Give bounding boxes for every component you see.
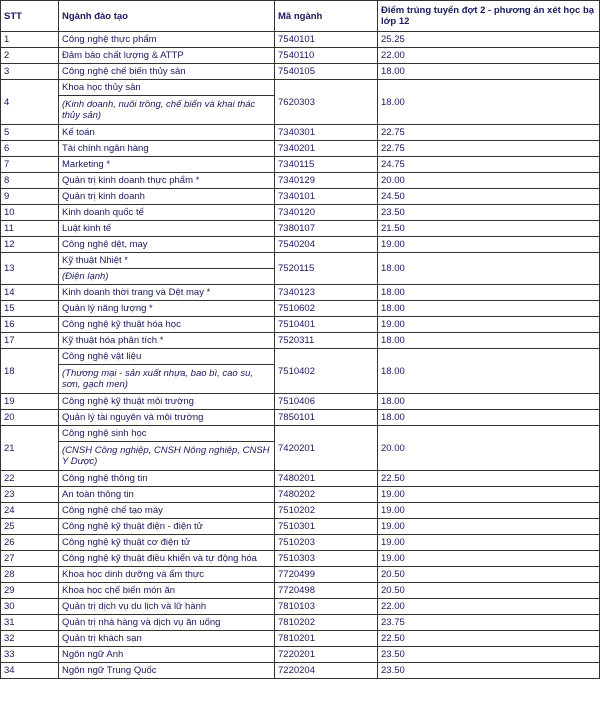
table-header-row bbox=[1, 1, 600, 32]
cell-code: 7340115 bbox=[275, 157, 378, 173]
table-row bbox=[1, 205, 600, 221]
header-major: Ngành đào tạo bbox=[59, 1, 275, 32]
cell-score: 19.00 bbox=[378, 237, 600, 253]
cell-stt: 33 bbox=[1, 647, 59, 663]
cell-code: 7510602 bbox=[275, 301, 378, 317]
cell-major: Quản trị khách sạn bbox=[59, 631, 275, 647]
table-row bbox=[1, 125, 600, 141]
cell-code: 7420201 bbox=[275, 426, 378, 471]
cell-score: 23.50 bbox=[378, 647, 600, 663]
cell-code: 7480202 bbox=[275, 487, 378, 503]
cell-score: 19.00 bbox=[378, 503, 600, 519]
cell-score: 23.75 bbox=[378, 615, 600, 631]
table-row bbox=[1, 189, 600, 205]
cell-code: 7540101 bbox=[275, 32, 378, 48]
cell-stt: 2 bbox=[1, 48, 59, 64]
cell-code: 7720499 bbox=[275, 567, 378, 583]
cell-score: 20.00 bbox=[378, 426, 600, 471]
cell-code: 7510303 bbox=[275, 551, 378, 567]
cell-code: 7810103 bbox=[275, 599, 378, 615]
header-code: Mã ngành bbox=[275, 1, 378, 32]
cell-stt: 14 bbox=[1, 285, 59, 301]
table-row bbox=[1, 487, 600, 503]
cell-code: 7540105 bbox=[275, 64, 378, 80]
cell-stt: 23 bbox=[1, 487, 59, 503]
cell-major: Công nghệ kỹ thuật điều khiển và tự động hóa bbox=[59, 551, 275, 567]
table-row bbox=[1, 615, 600, 631]
cell-code: 7220201 bbox=[275, 647, 378, 663]
cell-score: 18.00 bbox=[378, 64, 600, 80]
cell-major: Kỹ thuật hóa phân tích * bbox=[59, 333, 275, 349]
cell-score: 22.50 bbox=[378, 631, 600, 647]
table-row bbox=[1, 141, 600, 157]
cell-score: 18.00 bbox=[378, 80, 600, 125]
cell-major-detail: (CNSH Công nghiệp, CNSH Nông nghiệp, CNSH Y Dược) bbox=[59, 442, 275, 471]
cell-code: 7810201 bbox=[275, 631, 378, 647]
cell-score: 19.00 bbox=[378, 317, 600, 333]
cell-stt: 13 bbox=[1, 253, 59, 285]
table-row bbox=[1, 285, 600, 301]
table-row bbox=[1, 173, 600, 189]
header-score: Điểm trúng tuyển đợt 2 - phương án xét học bạ lớp 12 bbox=[378, 1, 600, 32]
table-row bbox=[1, 32, 600, 48]
table-row bbox=[1, 631, 600, 647]
cell-score: 18.00 bbox=[378, 349, 600, 394]
cell-stt: 17 bbox=[1, 333, 59, 349]
cell-code: 7340129 bbox=[275, 173, 378, 189]
cell-major: Quản lý năng lượng * bbox=[59, 301, 275, 317]
cell-major: Tài chính ngân hàng bbox=[59, 141, 275, 157]
cell-major: Ngôn ngữ Trung Quốc bbox=[59, 663, 275, 679]
cell-major: Công nghệ dệt, may bbox=[59, 237, 275, 253]
cell-major: Marketing * bbox=[59, 157, 275, 173]
cell-code: 7340301 bbox=[275, 125, 378, 141]
cell-stt: 25 bbox=[1, 519, 59, 535]
cell-score: 22.50 bbox=[378, 471, 600, 487]
cell-score: 25.25 bbox=[378, 32, 600, 48]
cell-score: 21.50 bbox=[378, 221, 600, 237]
table-row bbox=[1, 471, 600, 487]
cell-score: 24.75 bbox=[378, 157, 600, 173]
cell-code: 7340101 bbox=[275, 189, 378, 205]
cell-stt: 30 bbox=[1, 599, 59, 615]
cell-major: Khoa học thủy sản bbox=[59, 80, 275, 96]
cell-score: 22.00 bbox=[378, 48, 600, 64]
cell-major: Công nghệ kỹ thuật hóa học bbox=[59, 317, 275, 333]
cell-major: Quản trị dịch vụ du lịch và lữ hành bbox=[59, 599, 275, 615]
cell-score: 23.50 bbox=[378, 205, 600, 221]
cell-code: 7510401 bbox=[275, 317, 378, 333]
cell-stt: 21 bbox=[1, 426, 59, 471]
cell-code: 7510402 bbox=[275, 349, 378, 394]
table-row bbox=[1, 567, 600, 583]
cell-score: 22.75 bbox=[378, 125, 600, 141]
cell-major: Công nghệ kỹ thuật điện - điện tử bbox=[59, 519, 275, 535]
cell-major: Công nghệ chế tạo máy bbox=[59, 503, 275, 519]
cell-major: Quản trị kinh doanh bbox=[59, 189, 275, 205]
table-row bbox=[1, 426, 600, 442]
cell-major: Công nghệ kỹ thuật môi trường bbox=[59, 394, 275, 410]
cell-code: 7520311 bbox=[275, 333, 378, 349]
cell-code: 7540110 bbox=[275, 48, 378, 64]
table-row bbox=[1, 237, 600, 253]
cell-score: 18.00 bbox=[378, 253, 600, 285]
cell-stt: 7 bbox=[1, 157, 59, 173]
cell-major: Quản trị kinh doanh thực phẩm * bbox=[59, 173, 275, 189]
table-row bbox=[1, 333, 600, 349]
cell-major: Quản trị nhà hàng và dịch vụ ăn uống bbox=[59, 615, 275, 631]
cell-score: 19.00 bbox=[378, 535, 600, 551]
cell-code: 7520115 bbox=[275, 253, 378, 285]
cell-major: Công nghệ chế biến thủy sản bbox=[59, 64, 275, 80]
cell-major: Khoa học chế biến món ăn bbox=[59, 583, 275, 599]
cell-major: An toàn thông tin bbox=[59, 487, 275, 503]
cell-code: 7340201 bbox=[275, 141, 378, 157]
cell-stt: 18 bbox=[1, 349, 59, 394]
table-row bbox=[1, 349, 600, 365]
cell-score: 20.50 bbox=[378, 583, 600, 599]
cell-score: 22.75 bbox=[378, 141, 600, 157]
cell-stt: 5 bbox=[1, 125, 59, 141]
cell-major: Công nghệ sinh học bbox=[59, 426, 275, 442]
cell-code: 7380107 bbox=[275, 221, 378, 237]
cell-major: Đảm bảo chất lượng & ATTP bbox=[59, 48, 275, 64]
cell-score: 18.00 bbox=[378, 410, 600, 426]
cell-stt: 34 bbox=[1, 663, 59, 679]
cell-stt: 3 bbox=[1, 64, 59, 80]
table-row bbox=[1, 394, 600, 410]
cell-code: 7340123 bbox=[275, 285, 378, 301]
cell-stt: 15 bbox=[1, 301, 59, 317]
table-row bbox=[1, 535, 600, 551]
cell-score: 19.00 bbox=[378, 487, 600, 503]
table-row bbox=[1, 503, 600, 519]
cell-major-detail: (Điện lạnh) bbox=[59, 269, 275, 285]
table-row bbox=[1, 317, 600, 333]
cell-score: 22.00 bbox=[378, 599, 600, 615]
cell-major: Khoa học dinh dưỡng và ẩm thực bbox=[59, 567, 275, 583]
cell-code: 7510406 bbox=[275, 394, 378, 410]
cell-score: 19.00 bbox=[378, 551, 600, 567]
table-row bbox=[1, 64, 600, 80]
cell-score: 23.50 bbox=[378, 663, 600, 679]
cell-stt: 12 bbox=[1, 237, 59, 253]
cell-stt: 8 bbox=[1, 173, 59, 189]
cell-stt: 20 bbox=[1, 410, 59, 426]
cell-major: Quản lý tài nguyên và môi trường bbox=[59, 410, 275, 426]
cell-major: Công nghệ thông tin bbox=[59, 471, 275, 487]
cell-major-detail: (Thương mại - sản xuất nhựa, bao bì, cao su, sơn, gạch men) bbox=[59, 365, 275, 394]
cell-stt: 6 bbox=[1, 141, 59, 157]
cell-score: 18.00 bbox=[378, 394, 600, 410]
cell-score: 18.00 bbox=[378, 333, 600, 349]
cell-major: Kinh doanh quốc tế bbox=[59, 205, 275, 221]
cell-code: 7720498 bbox=[275, 583, 378, 599]
cell-stt: 31 bbox=[1, 615, 59, 631]
cell-code: 7510203 bbox=[275, 535, 378, 551]
cell-code: 7220204 bbox=[275, 663, 378, 679]
cell-code: 7810202 bbox=[275, 615, 378, 631]
table-row bbox=[1, 663, 600, 679]
cell-code: 7510202 bbox=[275, 503, 378, 519]
cell-major: Ngôn ngữ Anh bbox=[59, 647, 275, 663]
table-row bbox=[1, 583, 600, 599]
cell-score: 24.50 bbox=[378, 189, 600, 205]
cell-major: Kỹ thuật Nhiệt * bbox=[59, 253, 275, 269]
cell-major: Công nghệ thực phẩm bbox=[59, 32, 275, 48]
cell-code: 7510301 bbox=[275, 519, 378, 535]
header-stt: STT bbox=[1, 1, 59, 32]
cell-code: 7480201 bbox=[275, 471, 378, 487]
table-row bbox=[1, 551, 600, 567]
cell-major: Kế toán bbox=[59, 125, 275, 141]
cell-score: 20.50 bbox=[378, 567, 600, 583]
table-row bbox=[1, 253, 600, 269]
cell-stt: 22 bbox=[1, 471, 59, 487]
cell-stt: 27 bbox=[1, 551, 59, 567]
table-body bbox=[1, 32, 600, 679]
cell-code: 7340120 bbox=[275, 205, 378, 221]
cell-stt: 16 bbox=[1, 317, 59, 333]
cell-score: 20.00 bbox=[378, 173, 600, 189]
cell-major: Luật kinh tế bbox=[59, 221, 275, 237]
cell-stt: 19 bbox=[1, 394, 59, 410]
cell-score: 18.00 bbox=[378, 285, 600, 301]
table-row bbox=[1, 647, 600, 663]
table-row bbox=[1, 599, 600, 615]
cell-stt: 1 bbox=[1, 32, 59, 48]
table-row bbox=[1, 157, 600, 173]
cell-major-detail: (Kinh doanh, nuôi trồng, chế biến và khai thác thủy sản) bbox=[59, 96, 275, 125]
table-row bbox=[1, 519, 600, 535]
cell-stt: 4 bbox=[1, 80, 59, 125]
cell-stt: 9 bbox=[1, 189, 59, 205]
cell-major: Công nghệ vật liệu bbox=[59, 349, 275, 365]
cell-stt: 24 bbox=[1, 503, 59, 519]
table-row bbox=[1, 221, 600, 237]
cell-code: 7540204 bbox=[275, 237, 378, 253]
table-row bbox=[1, 410, 600, 426]
cell-stt: 32 bbox=[1, 631, 59, 647]
cell-stt: 28 bbox=[1, 567, 59, 583]
cell-stt: 29 bbox=[1, 583, 59, 599]
cell-stt: 26 bbox=[1, 535, 59, 551]
cell-stt: 10 bbox=[1, 205, 59, 221]
cell-score: 18.00 bbox=[378, 301, 600, 317]
table-row bbox=[1, 80, 600, 96]
table-row bbox=[1, 301, 600, 317]
cell-major: Công nghệ kỹ thuật cơ điện tử bbox=[59, 535, 275, 551]
cell-code: 7620303 bbox=[275, 80, 378, 125]
cell-score: 19.00 bbox=[378, 519, 600, 535]
cell-stt: 11 bbox=[1, 221, 59, 237]
table-row bbox=[1, 48, 600, 64]
cell-major: Kinh doanh thời trang và Dệt may * bbox=[59, 285, 275, 301]
cell-code: 7850101 bbox=[275, 410, 378, 426]
